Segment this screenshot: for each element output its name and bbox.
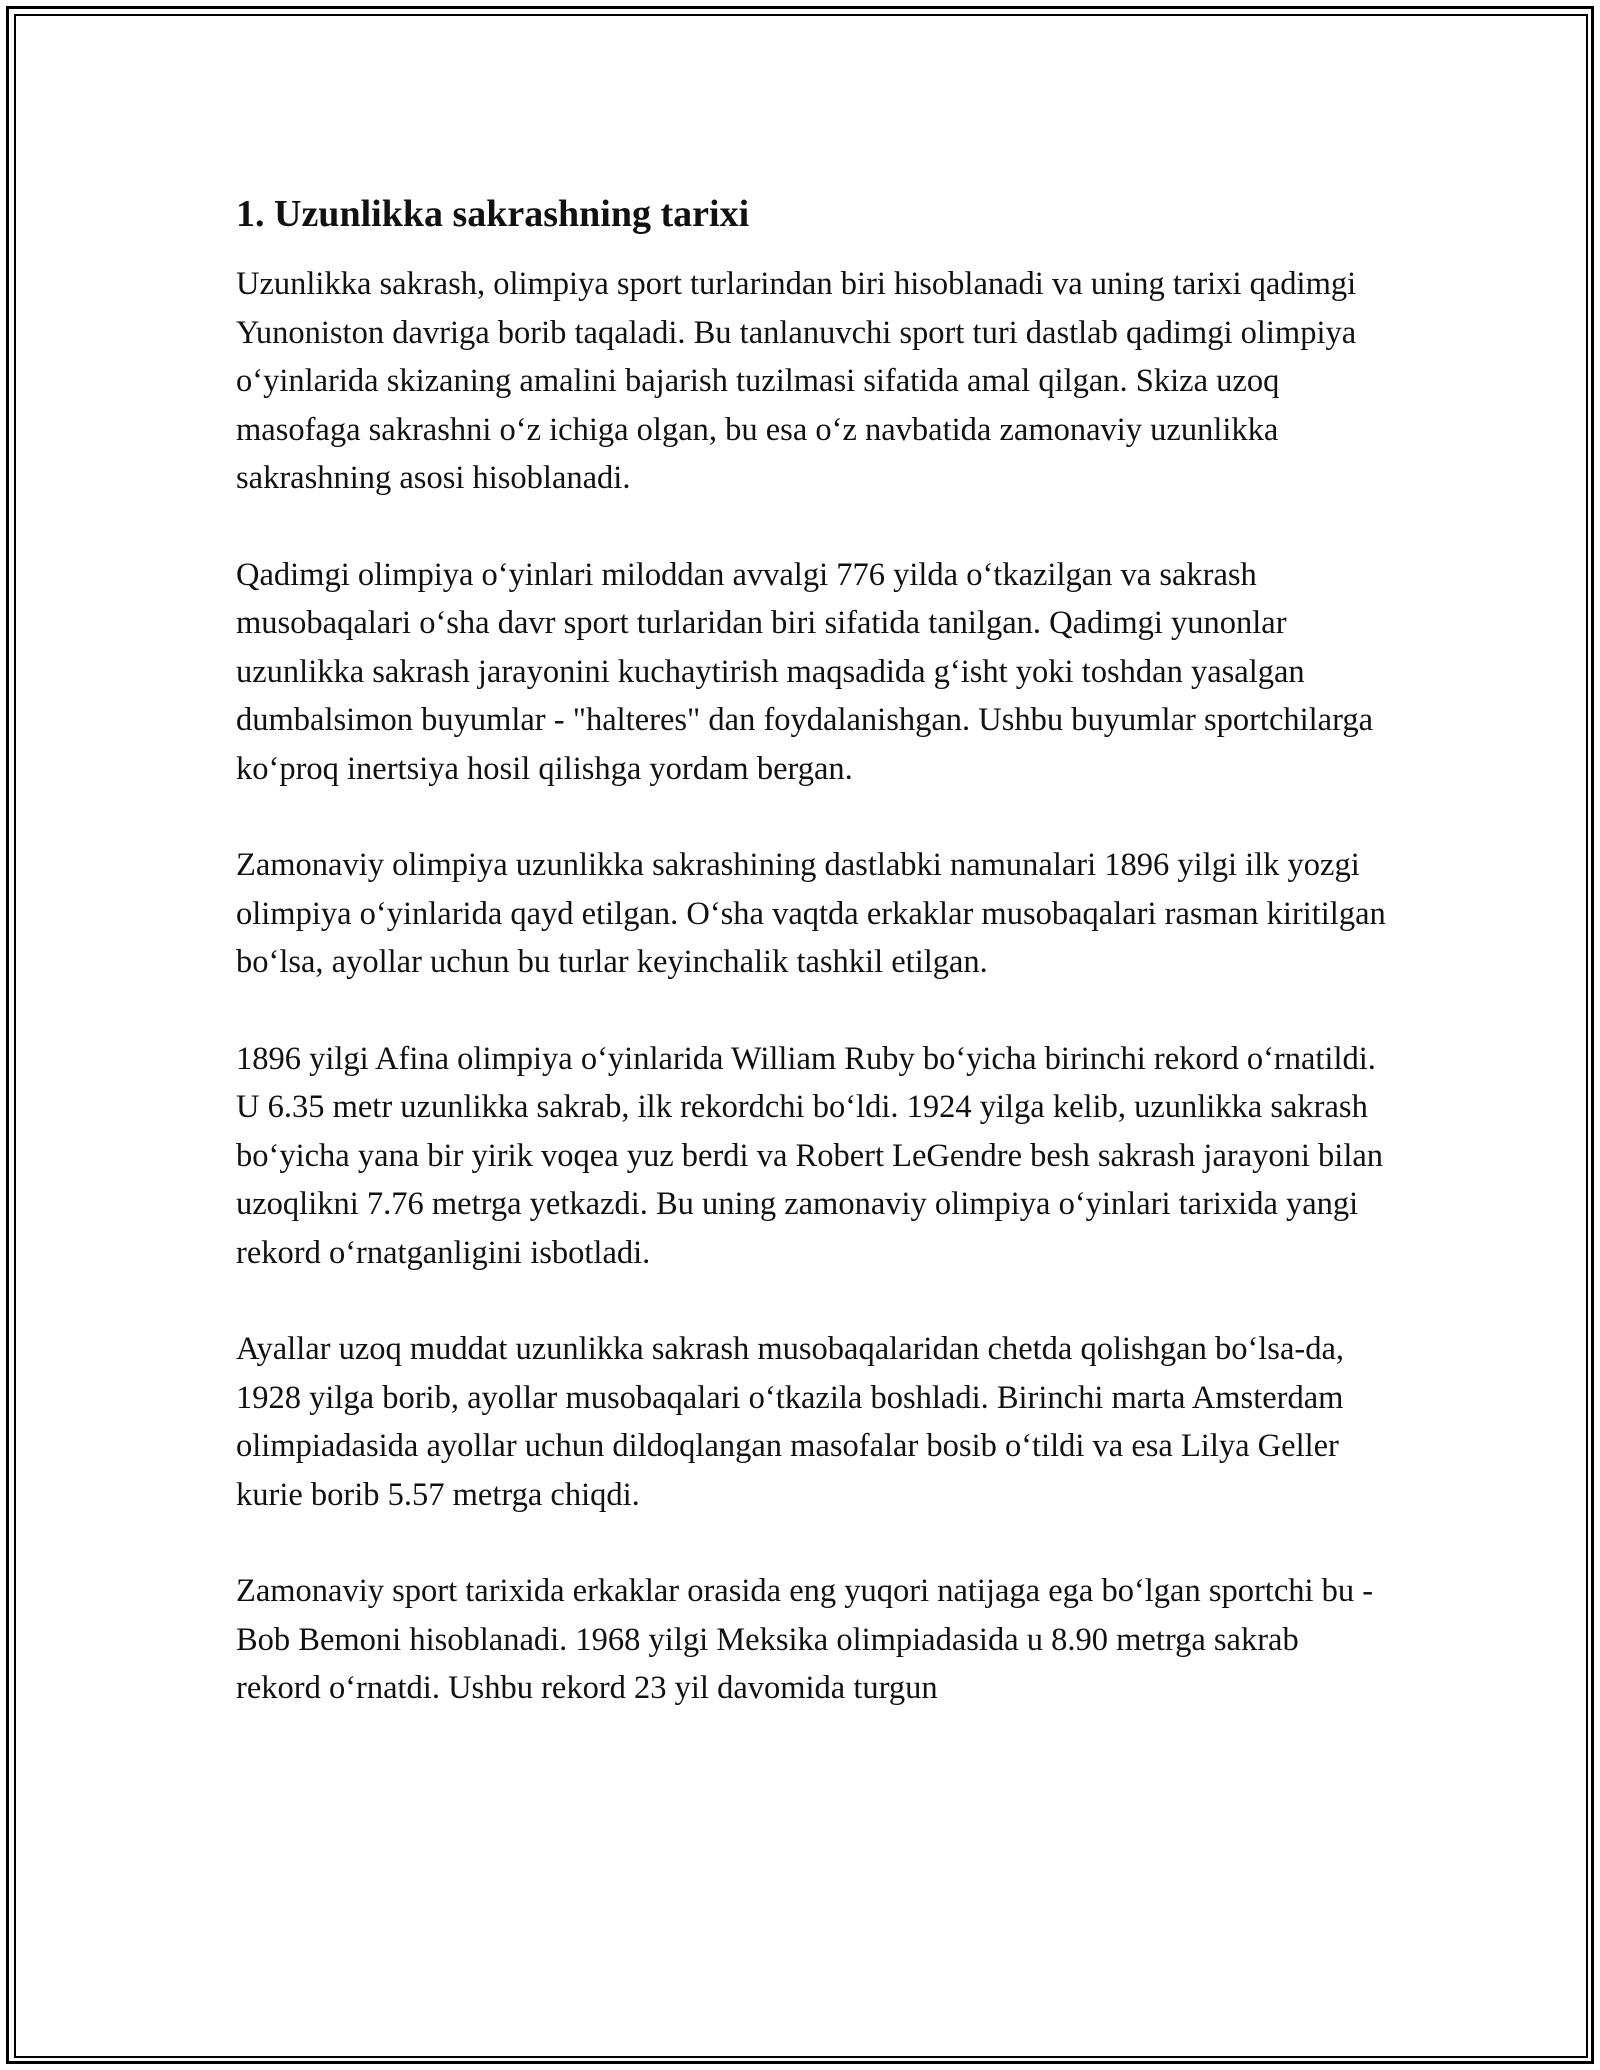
document-body: [236, 190, 1386, 1761]
paragraph-2: Qadimgi olimpiya o‘yinlari miloddan avvalgi 776 yilda o‘tkazilgan va sakrash musobaqalari o‘sha davr sport turlaridan biri sifatida tanilgan. Qadimgi yunonlar uzunlikka sakrash jarayonini kuchaytirish maqsadida g‘isht yoki toshdan yasalgan dumbalsimon buyumlar - "halteres" dan foydalanishgan. Ushbu buyumlar sportchilarga ko‘proq inertsiya hosil qilishga yordam bergan.: [236, 556, 1374, 787]
section-heading: 1. Uzunlikka sakrashning tarixi: [236, 193, 750, 235]
paragraph-4: 1896 yilgi Afina olimpiya o‘yinlarida William Ruby bo‘yicha birinchi rekord o‘rnatildi. U 6.35 metr uzunlikka sakrab, ilk rekordchi bo‘ldi. 1924 yilga kelib, uzunlikka sakrash bo‘yicha yana bir yirik voqea yuz berdi va Robert LeGendre besh sakrash jarayoni bilan uzoqlikni 7.76 metrga yetkazdi. Bu uning zamonaviy olimpiya o‘yinlari tarixida yangi rekord o‘rnatganligini isbotladi.: [236, 1040, 1384, 1271]
paragraph-5: Ayallar uzoq muddat uzunlikka sakrash musobaqalaridan chetda qolishgan bo‘lsa-da, 1928 yilga borib, ayollar musobaqalari o‘tkazila boshladi. Birinchi marta Amsterdam olimpiadasida ayollar uchun dildoqlangan masofalar bosib o‘tildi va esa Lilya Geller kurie borib 5.57 metrga chiqdi.: [236, 1331, 1344, 1513]
paragraph-3: Zamonaviy olimpiya uzunlikka sakrashining dastlabki namunalari 1896 yilgi ilk yozgi olimpiya o‘yinlarida qayd etilgan. O‘sha vaqtda erkaklar musobaqalari rasman kiritilgan bo‘lsa, ayollar uchun bu turlar keyinchalik tashkil etilgan.: [236, 847, 1386, 980]
paragraph-1: Uzunlikka sakrash, olimpiya sport turlarindan biri hisoblanadi va uning tarixi qadimgi Yunoniston davriga borib taqaladi. Bu tanlanuvchi sport turi dastlab qadimgi olimpiya o‘yinlarida skizaning amalini bajarish tuzilmasi sifatida amal qilgan. Skiza uzoq masofaga sakrashni o‘z ichiga olgan, bu esa o‘z navbatida zamonaviy uzunlikka sakrashning asosi hisoblanadi.: [236, 266, 1357, 496]
paragraph-6: Zamonaviy sport tarixida erkaklar orasida eng yuqori natijaga ega bo‘lgan sportchi bu - Bob Bemoni hisoblanadi. 1968 yilgi Meksika olimpiadasida u 8.90 metrga sakrab rekord o‘rnatdi. Ushbu rekord 23 yil davomida turgun: [236, 1573, 1374, 1706]
